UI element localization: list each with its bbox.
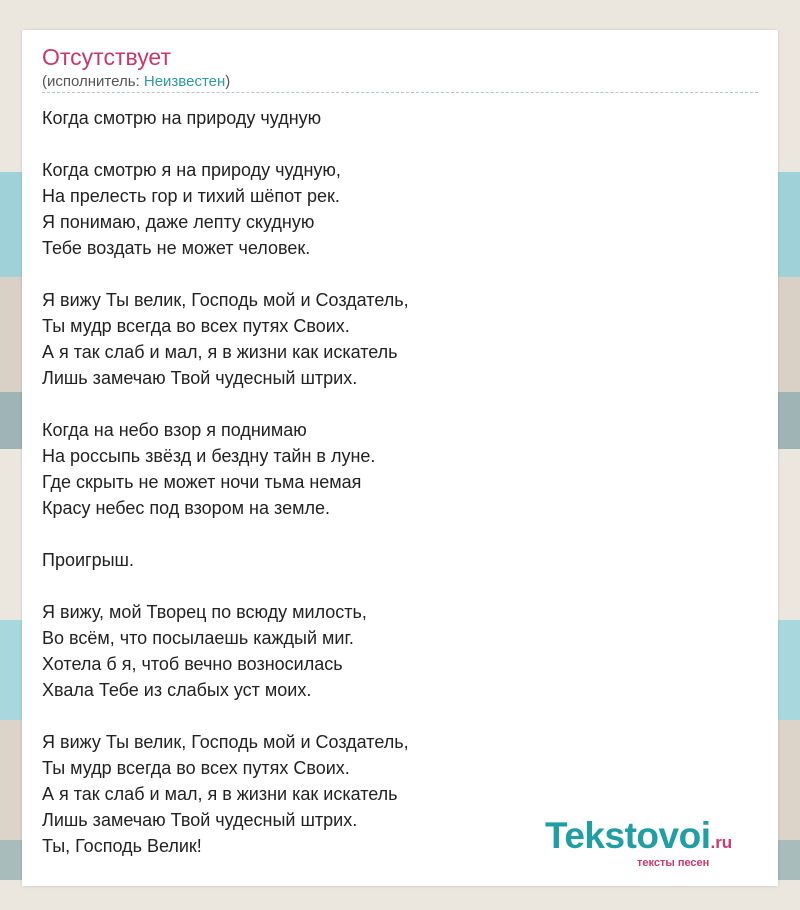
- lyric-line: Когда на небо взор я поднимаю: [42, 420, 307, 440]
- stanza-gap: [42, 391, 409, 417]
- lyric-line: На прелесть гор и тихий шёпот рек.: [42, 186, 340, 206]
- lyric-line: Ты мудр всегда во всех путях Своих.: [42, 758, 350, 778]
- lyric-line: Хвала Тебе из слабых уст моих.: [42, 680, 312, 700]
- logo-tagline: тексты песен: [637, 857, 710, 869]
- lyric-line: Когда смотрю на природу чудную: [42, 108, 322, 128]
- stanza-gap: [42, 131, 409, 157]
- lyric-line: А я так слаб и мал, я в жизни как искатель: [42, 784, 398, 804]
- lyric-line: Я понимаю, даже лепту скудную: [42, 212, 315, 232]
- lyric-line: Лишь замечаю Твой чудесный штрих.: [42, 368, 358, 388]
- artist-suffix: ): [225, 73, 231, 90]
- lyric-line: Когда смотрю я на природу чудную,: [42, 160, 341, 180]
- lyric-line: Хотела б я, чтоб вечно возносилась: [42, 654, 343, 674]
- lyric-line: Я вижу, мой Творец по всюду милость,: [42, 602, 367, 622]
- lyric-line: Во всём, что посылаешь каждый миг.: [42, 628, 354, 648]
- stanza-gap: [42, 521, 409, 547]
- lyric-line: Где скрыть не может ночи тьма немая: [42, 472, 362, 492]
- lyric-line: Красу небес под взором на земле.: [42, 498, 330, 518]
- stanza-gap: [42, 703, 409, 729]
- lyric-line: Я вижу Ты велик, Господь мой и Создатель,: [42, 732, 409, 752]
- lyric-line: А я так слаб и мал, я в жизни как искатель: [42, 342, 398, 362]
- site-logo[interactable]: [545, 815, 733, 869]
- lyric-line: Тебе воздать не может человек.: [42, 238, 311, 258]
- lyrics-text: [42, 105, 409, 859]
- lyric-line: На россыпь звёзд и бездну тайн в луне.: [42, 446, 376, 466]
- logo-tld: .ru: [710, 833, 733, 852]
- stanza-gap: [42, 261, 409, 287]
- song-title: Отсутствует: [42, 44, 171, 70]
- divider: [42, 92, 758, 93]
- lyric-line: Лишь замечаю Твой чудесный штрих.: [42, 810, 358, 830]
- lyric-line: Проигрыш.: [42, 550, 134, 570]
- stanza-gap: [42, 573, 409, 599]
- lyrics-card: [22, 30, 778, 886]
- lyric-line: Я вижу Ты велик, Господь мой и Создатель,: [42, 290, 409, 310]
- lyric-line: Ты, Господь Велик!: [42, 836, 202, 856]
- artist-prefix: (исполнитель:: [42, 73, 144, 90]
- artist-line: [42, 73, 230, 90]
- logo-main-text: Tekstovoi: [545, 815, 711, 856]
- artist-link[interactable]: Неизвестен: [143, 73, 226, 90]
- lyric-line: Ты мудр всегда во всех путях Своих.: [42, 316, 350, 336]
